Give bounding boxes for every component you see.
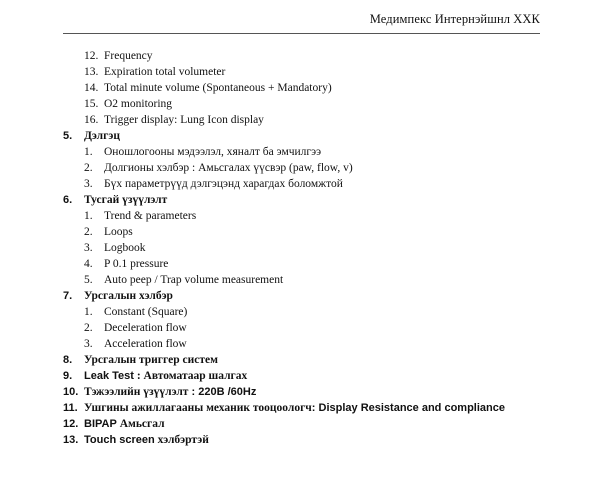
item-text-part: : Автоматаар шалгах (133, 370, 248, 382)
item-number: 12. (84, 50, 99, 62)
list-item (0, 272, 595, 288)
item-text: Loops (104, 226, 133, 238)
item-text-part: хэлбэртэй (154, 434, 209, 446)
section-heading (0, 384, 595, 400)
item-number: 8. (63, 354, 73, 366)
section-heading (0, 432, 595, 448)
item-number: 2. (84, 162, 93, 174)
item-text: Deceleration flow (104, 322, 187, 334)
item-text: Долгионы хэлбэр : Амьсгалах үүсвэр (paw, flow, v) (104, 162, 353, 174)
list-item (0, 96, 595, 112)
item-text: Trend & parameters (104, 210, 197, 222)
section-heading (0, 192, 595, 208)
item-text-part: Leak Test (84, 370, 134, 382)
item-number: 5. (63, 130, 73, 142)
item-text: Frequency (104, 50, 153, 62)
item-text-part: Тэжээлийн үзүүлэлт (84, 386, 189, 398)
item-text: Auto peep / Trap volume measurement (104, 274, 284, 286)
section-heading (0, 400, 595, 416)
item-text: Total minute volume (Spontaneous + Mandatory) (104, 82, 332, 94)
item-number: 5. (84, 274, 93, 286)
item-number: 13. (63, 434, 79, 446)
item-number: 13. (84, 66, 99, 78)
item-number: 14. (84, 82, 99, 94)
item-number: 2. (84, 226, 93, 238)
item-text-group (84, 432, 209, 448)
item-text: Constant (Square) (104, 306, 188, 318)
item-number: 4. (84, 258, 93, 270)
list-item (0, 256, 595, 272)
list-item (0, 112, 595, 128)
section-heading (0, 288, 595, 304)
item-text-group (84, 400, 505, 416)
item-text-part: : 220В /60Hz (188, 386, 257, 398)
list-item (0, 320, 595, 336)
item-text-group (84, 384, 256, 400)
item-text-part: BIPAP (84, 418, 117, 430)
list-item (0, 304, 595, 320)
item-number: 11. (63, 402, 78, 414)
item-text-part: Амьсгал (116, 418, 165, 430)
list-item (0, 144, 595, 160)
item-number: 6. (63, 194, 73, 206)
item-text: Дэлгэц (84, 130, 120, 142)
list-item (0, 208, 595, 224)
list-item (0, 64, 595, 80)
item-number: 1. (84, 210, 93, 222)
item-text: Бүх параметрүүд дэлгэцэнд харагдах боломжтой (104, 178, 343, 190)
list-item (0, 80, 595, 96)
item-number: 3. (84, 242, 93, 254)
list-item (0, 176, 595, 192)
item-text: P 0.1 pressure (104, 258, 169, 270)
item-text: Тусгай үзүүлэлт (84, 194, 168, 206)
item-text: Trigger display: Lung Icon display (104, 114, 264, 126)
item-text: Acceleration flow (104, 338, 187, 350)
item-text: Урсгалын триггер систем (84, 354, 218, 366)
list-item (0, 48, 595, 64)
item-text: O2 monitoring (104, 98, 173, 110)
section-heading (0, 128, 595, 144)
list-item (0, 224, 595, 240)
list-item (0, 160, 595, 176)
item-number: 15. (84, 98, 99, 110)
header-divider (63, 33, 540, 34)
list-item (0, 336, 595, 352)
item-number: 9. (63, 370, 73, 382)
item-number: 7. (63, 290, 73, 302)
item-number: 2. (84, 322, 93, 334)
item-text: Оношлогооны мэдээлэл, хяналт ба эмчилгээ (104, 146, 322, 158)
list-item (0, 240, 595, 256)
item-number: 3. (84, 338, 93, 350)
item-text-part: Ушгины ажиллагааны механик тооцоологч (84, 402, 312, 414)
item-number: 1. (84, 306, 93, 318)
page-header-company: Медимпекс Интернэйшнл ХХК (369, 12, 540, 26)
item-text: Expiration total volumeter (104, 66, 226, 78)
item-number: 3. (84, 178, 93, 190)
document-body (0, 48, 595, 448)
item-number: 16. (84, 114, 99, 126)
item-text: Урсгалын хэлбэр (84, 290, 173, 302)
item-number: 1. (84, 146, 93, 158)
item-number: 12. (63, 418, 79, 430)
section-heading (0, 416, 595, 432)
item-text-part: : Display Resistance and compliance (311, 402, 505, 414)
section-heading (0, 352, 595, 368)
section-heading (0, 368, 595, 384)
item-text-part: Touch screen (84, 434, 155, 446)
item-text: Logbook (104, 242, 146, 254)
item-number: 10. (63, 386, 79, 398)
item-text-group (84, 368, 247, 384)
item-text-group (84, 416, 165, 432)
